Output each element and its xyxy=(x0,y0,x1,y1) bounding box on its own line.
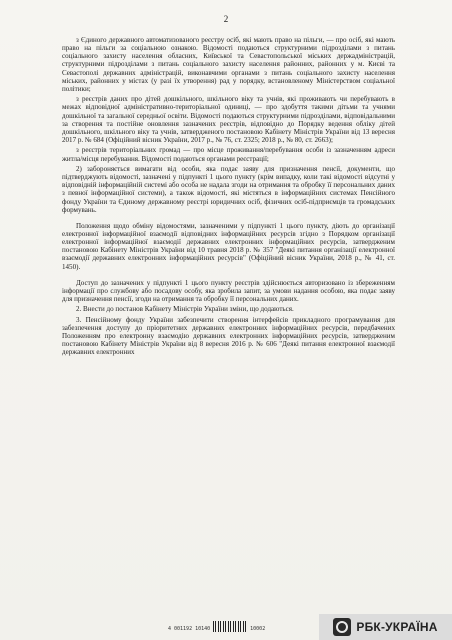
paragraph: Доступ до зазначених у підпункті 1 цього пункту реєстрів здійснюється авторизовано із збереженням інформації про службову або посадову особу, яка зробила запит, за умови надання особою, яка подає заяву для призначення пенсії, згоди на отримання та обробку її персональних даних. xyxy=(62,278,395,304)
barcode-bars xyxy=(213,621,247,632)
barcode xyxy=(168,621,265,632)
paragraph: Положення щодо обміну відомостями, зазначеними у підпункті 1 цього пункту, діють до організації електронної інформаційної взаємодії відповідних інформаційних ресурсів згідно з Порядком організації електронної інформаційної взаємодії державних електронних інформаційних ресурсів, затвердженим постановою Кабінету Міністрів України від 10 травня 2018 р. № 357 "Деякі питання організації електронної взаємодії державних електронних інформаційних ресурсів" (Офіційний вісник України, 2018 р., № 41, ст. 1450). xyxy=(62,221,395,271)
barcode-code: 10002 xyxy=(250,626,266,632)
paragraph: 2) забороняється вимагати від особи, яка подає заяву для призначення пенсії, документи, що підтверджують відомості, зазначені у підпункті 1 цього пункту (крім випадку, коли такі відомості відсутні у відповідній інформаційній системі або особа не надала згоди на отримання та обробку її персональних даних з певної інформаційної системи), а також відомості, які містяться в інформаційних системах Пенсійного фонду України та Єдиному державному реєстрі юридичних осіб, фізичних осіб-підприємців та громадських формувань. xyxy=(62,164,395,214)
paragraph: з Єдиного державного автоматизованого реєстру осіб, які мають право на пільги, — про осіб, які мають право на пільги за соціальною ознакою. Відомості подаються структурними підрозділами з питань соціального захисту населення обласних, Київської та Севастопольської міських держадміністрацій, структурними підрозділами з питань соціального захисту населення районних, районних у м. Києві та Севастополі державних адміністрацій, виконавчими органами з питань соціального захисту населення міських, районних у містах (у разі їх утворення) рад у порядку, встановленому Міністерством соціальної політики; xyxy=(62,36,395,93)
watermark xyxy=(319,614,452,640)
page-number: 2 xyxy=(223,14,229,24)
paragraph: 3. Пенсійному фонду України забезпечити створення інтерфейсів прикладного програмування для забезпечення доступу до пріоритетних державних електронних інформаційних ресурсів, передбачених Положенням про електронну взаємодію державних електронних інформаційних ресурсів, затвердженим постановою Кабінету Міністрів України від 8 вересня 2016 р. № 606 "Деякі питання електронної взаємодії державних електронних xyxy=(62,315,395,357)
paragraph: з реєстрів територіальних громад — про місце проживання/перебування особи із зазначенням адреси житла/місця перебування. Відомості подаються органами реєстрації; xyxy=(62,146,395,163)
barcode-digits: 4 001192 10140 xyxy=(168,626,211,632)
rbk-logo-icon xyxy=(333,618,351,636)
paragraph: з реєстрів даних про дітей дошкільного, шкільного віку та учнів, які проживають чи перебувають в межах відповідної адміністративно-територіальної одиниці, — про здобуття такими дітьми та учнями дошкільної та загальної середньої освіти. Відомості подаються структурними підрозділами, відповідальними за створення та постійне оновлення зазначених реєстрів, відповідно до Порядку ведення обліку дітей дошкільного, шкільного віку та учнів, затвердженого постановою Кабінету Міністрів України від 13 вересня 2017 р. № 684 (Офіційний вісник України, 2017 р., № 76, ст. 2325; 2018 р., № 80, ст. 2663); xyxy=(62,95,395,145)
document-body xyxy=(62,36,395,357)
paragraph: 2. Внести до постанов Кабінету Міністрів України зміни, що додаються. xyxy=(76,305,294,314)
watermark-text: РБК-УКРАЇНА xyxy=(356,620,438,634)
